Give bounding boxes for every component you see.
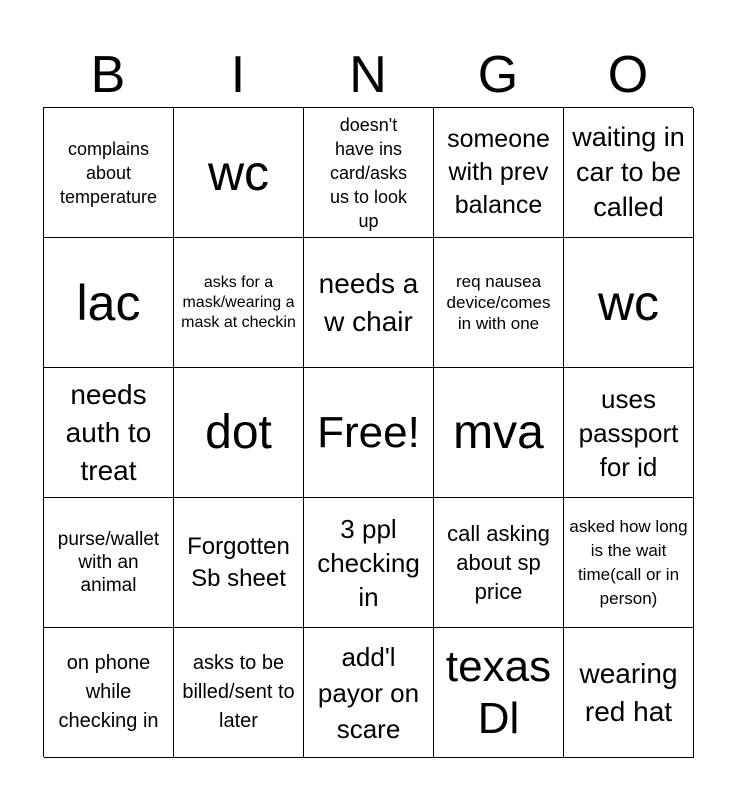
header-letter-g: G [477, 46, 519, 104]
bingo-cell[interactable] [304, 108, 434, 238]
cell-text: purse/wallet with an animal [57, 529, 160, 596]
cell-text: add'l payor on scare [317, 641, 420, 744]
bingo-cell[interactable] [434, 628, 564, 758]
bingo-cell[interactable] [174, 108, 304, 238]
bingo-cell[interactable] [44, 498, 174, 628]
cell-text: wc [597, 274, 660, 331]
bingo-cell[interactable] [564, 498, 694, 628]
cell-text: texas Dl [445, 641, 552, 743]
bingo-cell[interactable] [434, 498, 564, 628]
cell-text: dot [205, 405, 272, 459]
bingo-cell[interactable] [564, 628, 694, 758]
cell-text: Forgotten Sb sheet [187, 532, 290, 592]
cell-text: asks for a mask/wearing a mask at checkin [181, 273, 296, 331]
bingo-cell[interactable] [304, 238, 434, 368]
bingo-cell[interactable] [174, 628, 304, 758]
cell-text: 3 ppl checking in [317, 513, 420, 612]
cell-text: call asking about sp price [447, 521, 550, 604]
bingo-cell[interactable] [44, 238, 174, 368]
bingo-cell[interactable] [304, 498, 434, 628]
header-letter-n: N [349, 46, 387, 104]
bingo-cell[interactable] [174, 238, 304, 368]
bingo-cell[interactable] [564, 108, 694, 238]
bingo-cell[interactable] [564, 238, 694, 368]
bingo-cell[interactable] [44, 368, 174, 498]
header-letter-i: I [230, 46, 246, 104]
cell-text: someone with prev balance [447, 125, 550, 219]
cell-text: Free! [317, 407, 420, 457]
cell-text: req nausea device/comes in with one [446, 272, 551, 333]
bingo-cell[interactable] [44, 628, 174, 758]
bingo-header [43, 42, 693, 108]
cell-text: lac [76, 274, 141, 331]
bingo-cell[interactable] [434, 108, 564, 238]
bingo-cell[interactable] [174, 498, 304, 628]
cell-text: waiting in car to be called [572, 122, 685, 222]
cell-text: needs a w chair [318, 267, 419, 337]
cell-text: on phone while checking in [58, 652, 159, 732]
cell-text: uses passport for id [578, 383, 679, 482]
header-letter-b: B [90, 46, 126, 104]
cell-text: asked how long is the wait time(call or in person) [569, 516, 688, 608]
cell-text: mva [453, 405, 544, 459]
bingo-grid [43, 107, 693, 757]
bingo-cell[interactable] [434, 368, 564, 498]
cell-text: doesn't have ins card/asks us to look up [329, 114, 408, 231]
cell-text: asks to be billed/sent to later [182, 652, 295, 732]
cell-text: complains about temperature [59, 138, 158, 207]
cell-text: needs auth to treat [65, 378, 152, 486]
cell-text: wearing red hat [579, 657, 678, 727]
bingo-cell[interactable] [434, 238, 564, 368]
bingo-cell[interactable] [174, 368, 304, 498]
bingo-cell[interactable] [564, 368, 694, 498]
bingo-cell[interactable] [304, 628, 434, 758]
bingo-cell[interactable] [304, 368, 434, 498]
header-letter-o: O [607, 46, 649, 104]
cell-text: wc [207, 144, 270, 201]
bingo-cell[interactable] [44, 108, 174, 238]
